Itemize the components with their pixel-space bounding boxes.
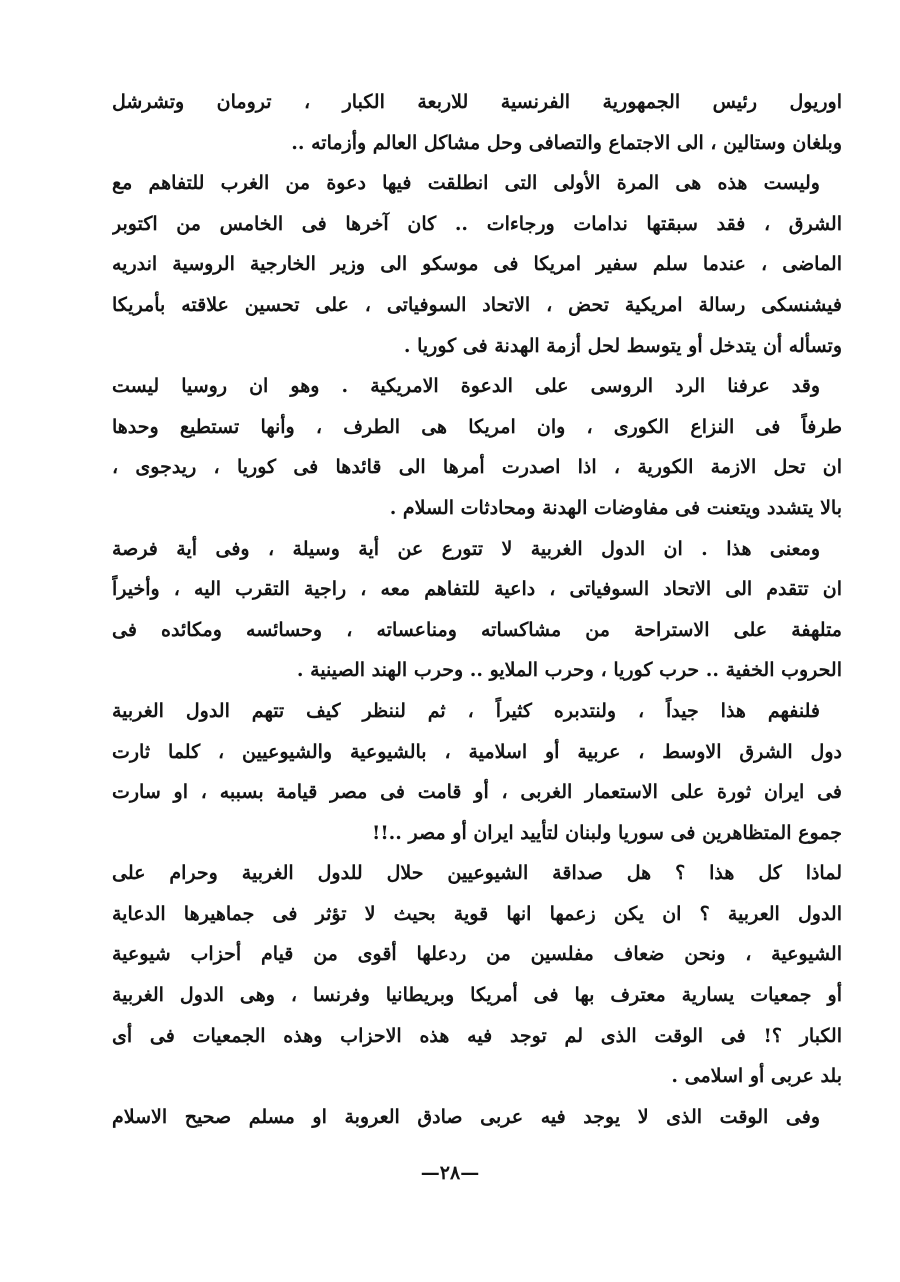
text-line: فلنفهم هذا جيداً ، ولنتدبره كثيراً ، ثم لننظر كيف تتهم الدول الغربية xyxy=(112,699,820,722)
text-line: لماذا كل هذا ؟ هل صداقة الشيوعيين حلال للدول الغربية وحرام على xyxy=(112,862,842,885)
text-line: الشرق ، فقد سبقتها ندامات ورجاءات .. كان آخرها فى الخامس من اكتوبر xyxy=(112,212,842,235)
text-line: الدول العربية ؟ ان يكن زعمها انها قوية بحيث لا تؤثر فى جماهيرها الدعاية xyxy=(112,902,842,925)
text-line: الشيوعية ، ونحن ضعاف مفلسين من ردعلها أقوى من قيام أحزاب شيوعية xyxy=(112,943,842,966)
text-line: وفى الوقت الذى لا يوجد فيه عربى صادق العروبة او مسلم صحيح الاسلام xyxy=(112,1105,820,1128)
text-line: أو جمعيات يسارية معترف بها فى أمريكا وبريطانيا وفرنسا ، وهى الدول الغربية xyxy=(112,984,842,1007)
text-line: ان تحل الازمة الكورية ، اذا اصدرت أمرها الى قائدها فى كوريا ، ريدجوى ، xyxy=(112,456,842,479)
text-line: جموع المتظاهرين فى سوريا ولبنان لتأييد ايران أو مصر ..!! xyxy=(372,821,842,844)
text-line: بلد عربى أو اسلامى . xyxy=(671,1065,842,1088)
text-line: الماضى ، عندما سلم سفير امريكا فى موسكو الى وزير الخارجية الروسية اندريه xyxy=(112,253,842,276)
text-line: وليست هذه هى المرة الأولى التى انطلقت فيها دعوة من الغرب للتفاهم مع xyxy=(112,172,820,195)
text-line: فى ايران ثورة على الاستعمار الغربى ، أو قامت فى مصر قيامة بسببه ، او سارت xyxy=(112,781,842,804)
text-line: فيشنسكى رسالة امريكية تحض ، الاتحاد السوفياتى ، على تحسين علاقته بأمريكا xyxy=(112,293,842,316)
text-line: اوريول رئيس الجمهورية الفرنسية للاربعة الكبار ، ترومان وتشرشل xyxy=(112,91,842,113)
text-line: وتسأله أن يتدخل أو يتوسط لحل أزمة الهدنة فى كوريا . xyxy=(403,334,842,357)
text-line: دول الشرق الاوسط ، عربية أو اسلامية ، بالشيوعية والشيوعيين ، كلما ثارت xyxy=(112,740,842,763)
text-line: متلهفة على الاستراحة من مشاكساته ومناعساته ، وحسائسه ومكائده فى xyxy=(112,618,842,641)
text-line: الكبار ؟! فى الوقت الذى لم توجد فيه هذه الاحزاب وهذه الجمعيات فى أى xyxy=(112,1024,842,1047)
text-line: بالا يتشدد ويتعنت فى مفاوضات الهدنة ومحادثات السلام . xyxy=(389,496,842,519)
text-line: الحروب الخفية .. حرب كوريا ، وحرب الملايو .. وحرب الهند الصينية . xyxy=(296,659,842,682)
text-line: طرفاً فى النزاع الكورى ، وان امريكا هى الطرف ، وأنها تستطيع وحدها xyxy=(112,415,842,438)
body-text xyxy=(112,82,842,1137)
text-line: ان تتقدم الى الاتحاد السوفياتى ، داعية للتفاهم معه ، راجية التقرب اليه ، وأخيراً xyxy=(112,578,842,601)
text-line: وبلغان وستالين ، الى الاجتماع والتصافى وحل مشاكل العالم وأزماته .. xyxy=(291,131,842,154)
text-line: وقد عرفنا الرد الروسى على الدعوة الامريكية . وهو ان روسيا ليست xyxy=(112,375,820,398)
text-line: ومعنى هذا . ان الدول الغربية لا تتورع عن أية وسيلة ، وفى أية فرصة xyxy=(112,537,820,560)
page-number: —٢٨— xyxy=(420,1162,480,1184)
